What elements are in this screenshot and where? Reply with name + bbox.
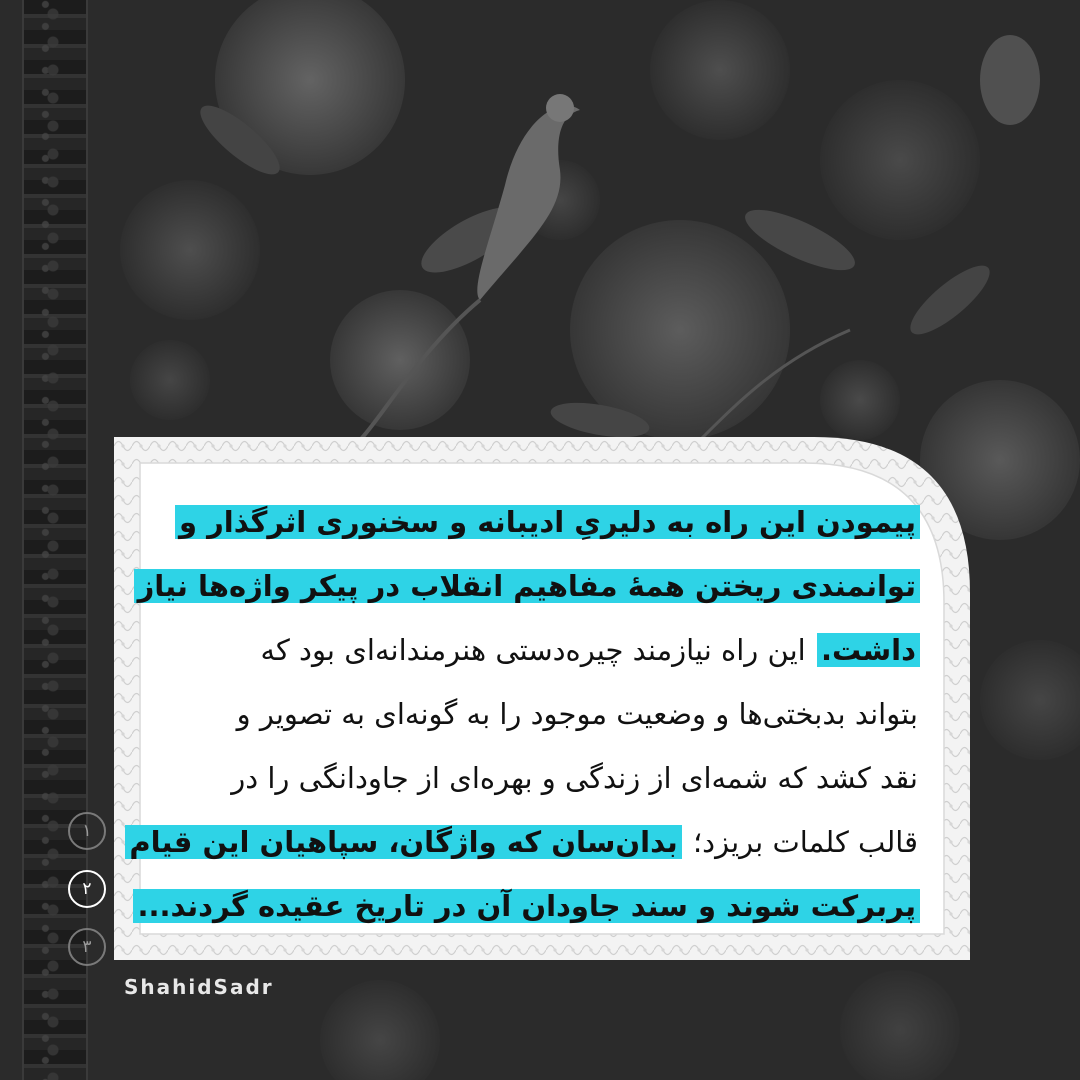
text-line [160, 746, 920, 810]
body-text: بتواند بدبختی‌ها و وضعیت موجود را به گونه‌ای به تصویر و [236, 697, 918, 731]
body-text: نقد کشد که شمه‌ای از زندگی و بهره‌ای از جاودانگی را در [231, 761, 918, 795]
text-line [137, 554, 920, 618]
body-text: این راه نیازمند چیره‌دستی هنرمندانه‌ای بود که [260, 633, 815, 667]
highlighted-text: پیمودن این راه به دلیریِ ادیبانه و سخنوری اثرگذار و [175, 505, 920, 539]
quote-text [129, 490, 920, 938]
page-dot-1[interactable]: ۱ [68, 812, 106, 850]
ornamental-border-pattern [34, 0, 72, 1080]
text-line [160, 682, 920, 746]
highlighted-text: بدان‌سان که واژگان، سپاهیان این قیام [125, 825, 681, 859]
brand-label: ShahidSadr [124, 975, 274, 999]
page-indicator [68, 812, 106, 986]
page-dot-2[interactable]: ۲ [68, 870, 106, 908]
text-line [160, 618, 920, 682]
highlighted-text: پربرکت شوند و سند جاودان آن در تاریخ عقیده گردند... [133, 889, 920, 923]
text-line [137, 874, 920, 938]
text-line [129, 810, 920, 874]
highlighted-text: داشت. [817, 633, 920, 667]
page-dot-3[interactable]: ۳ [68, 928, 106, 966]
text-line [160, 490, 920, 554]
highlighted-text: توانمندی ریختن همهٔ مفاهیم انقلاب در پیکر واژه‌ها نیاز [134, 569, 920, 603]
body-text: قالب کلمات بریزد؛ [683, 825, 918, 859]
